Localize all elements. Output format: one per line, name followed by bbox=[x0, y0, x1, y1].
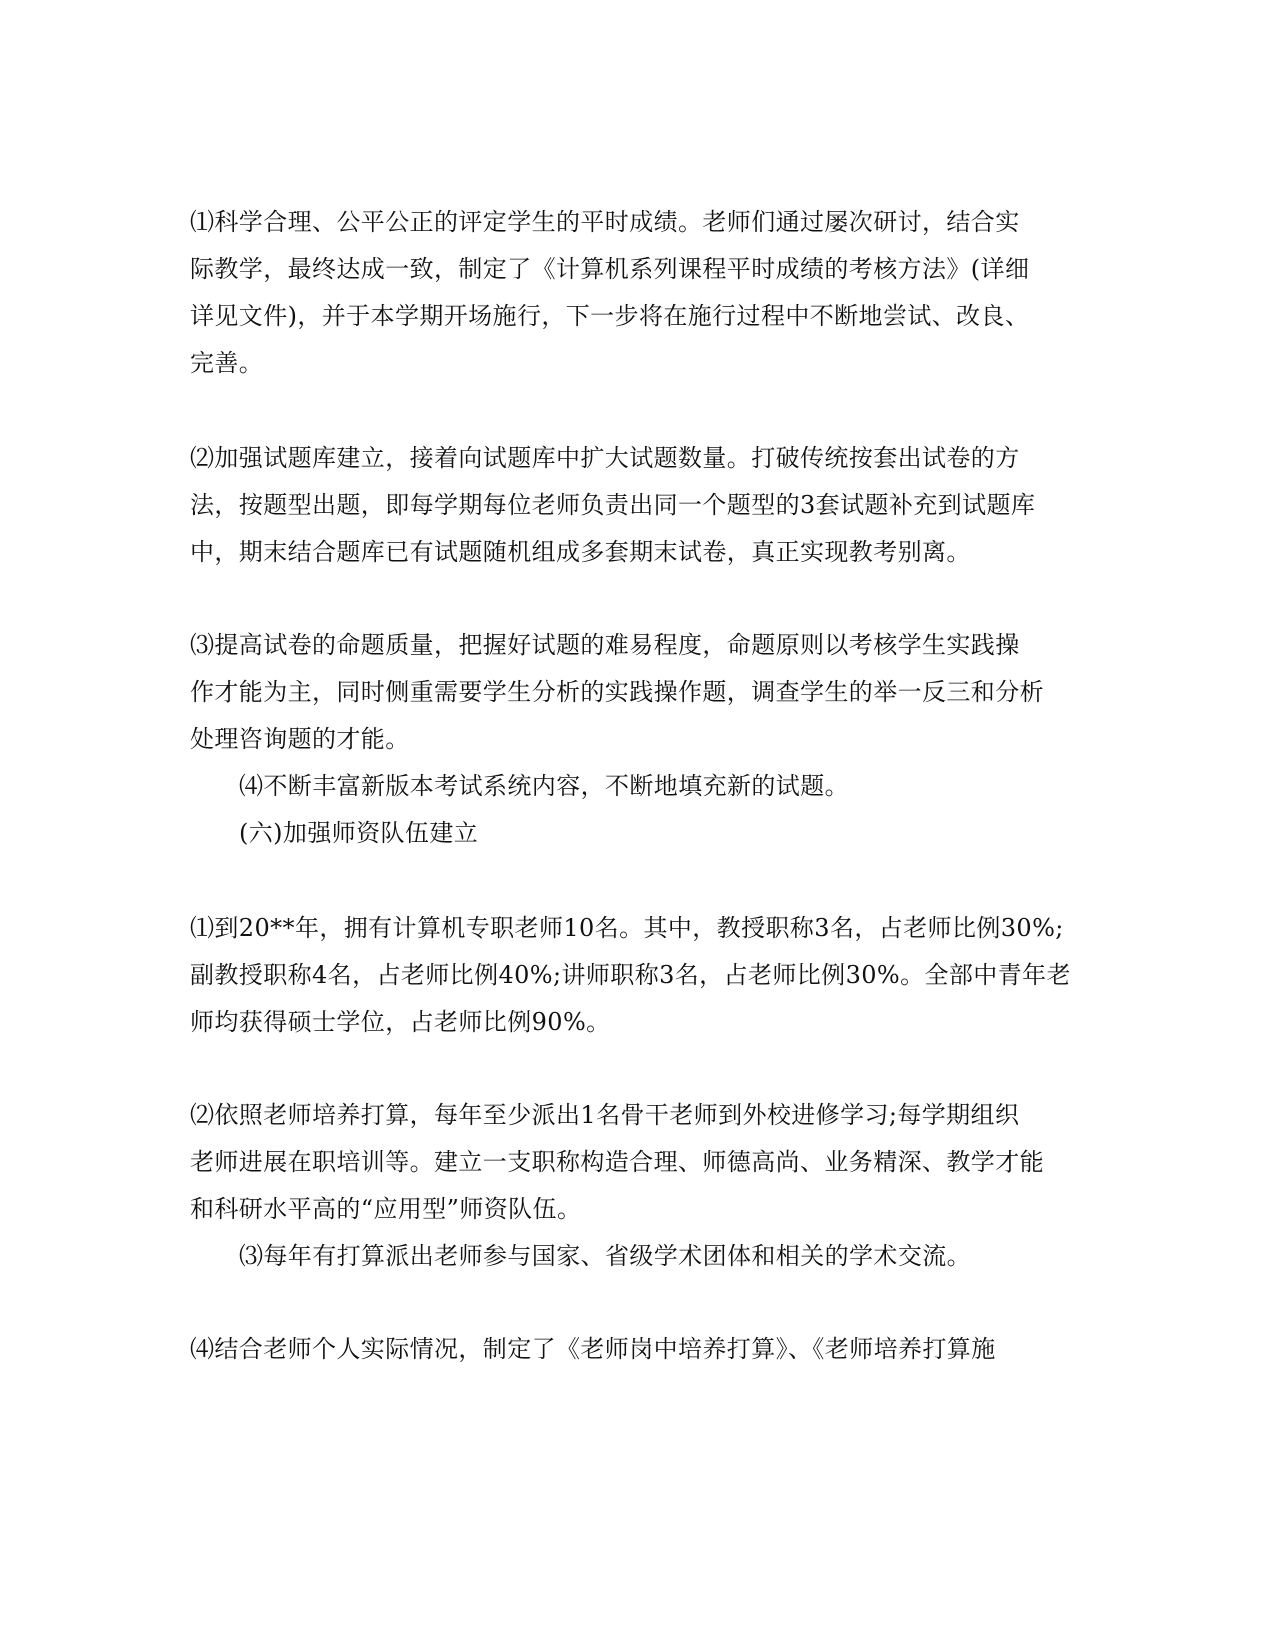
paragraph-1-line-1: ⑴科学合理、公平公正的评定学生的平时成绩。老师们通过屡次研讨，结合实 bbox=[190, 208, 1020, 236]
paragraph-1-line-3: 详见文件)，并于本学期开场施行，下一步将在施行过程中不断地尝试、改良、 bbox=[190, 302, 1030, 330]
paragraph-2-line-2: 法，按题型出题，即每学期每位老师负责出同一个题型的3套试题补充到试题库 bbox=[190, 491, 1036, 519]
paragraph-7-line-1: ⑵依照老师培养打算，每年至少派出1名骨干老师到外校进修学习;每学期组织 bbox=[190, 1101, 1020, 1129]
paragraph-3-line-1: ⑶提高试卷的命题质量，把握好试题的难易程度，命题原则以考核学生实践操 bbox=[190, 631, 1020, 659]
paragraph-6-line-3: 师均获得硕士学位，占老师比例90%。 bbox=[190, 1008, 611, 1036]
paragraph-2-line-3: 中，期末结合题库已有试题随机组成多套期末试卷，真正实现教考别离。 bbox=[190, 538, 971, 566]
paragraph-7-line-3: 和科研水平高的“应用型”师资队伍。 bbox=[190, 1195, 582, 1223]
paragraph-6-line-1: ⑴到20**年，拥有计算机专职老师10名。其中，教授职称3名，占老师比例30%; bbox=[190, 914, 1064, 942]
paragraph-1-line-2: 际教学，最终达成一致，制定了《计算机系列课程平时成绩的考核方法》(详细 bbox=[190, 255, 1030, 283]
paragraph-6-line-2: 副教授职称4名，占老师比例40%;讲师职称3名，占老师比例30%。全部中青年老 bbox=[190, 961, 1071, 989]
paragraph-3-line-3: 处理咨询题的才能。 bbox=[190, 725, 410, 753]
paragraph-3-line-2: 作才能为主，同时侧重需要学生分析的实践操作题，调查学生的举一反三和分析 bbox=[190, 678, 1044, 706]
paragraph-8-line-1: ⑶每年有打算派出老师参与国家、省级学术团体和相关的学术交流。 bbox=[239, 1242, 971, 1270]
paragraph-1-line-4: 完善。 bbox=[190, 349, 264, 377]
paragraph-2-line-1: ⑵加强试题库建立，接着向试题库中扩大试题数量。打破传统按套出试卷的方 bbox=[190, 444, 1020, 472]
paragraph-4-line-1: ⑷不断丰富新版本考试系统内容，不断地填充新的试题。 bbox=[239, 772, 849, 800]
paragraph-9-line-1: ⑷结合老师个人实际情况，制定了《老师岗中培养打算》、《老师培养打算施 bbox=[190, 1335, 996, 1363]
paragraph-7-line-2: 老师进展在职培训等。建立一支职称构造合理、师德高尚、业务精深、教学才能 bbox=[190, 1148, 1044, 1176]
section-heading-6: (六)加强师资队伍建立 bbox=[239, 819, 479, 847]
